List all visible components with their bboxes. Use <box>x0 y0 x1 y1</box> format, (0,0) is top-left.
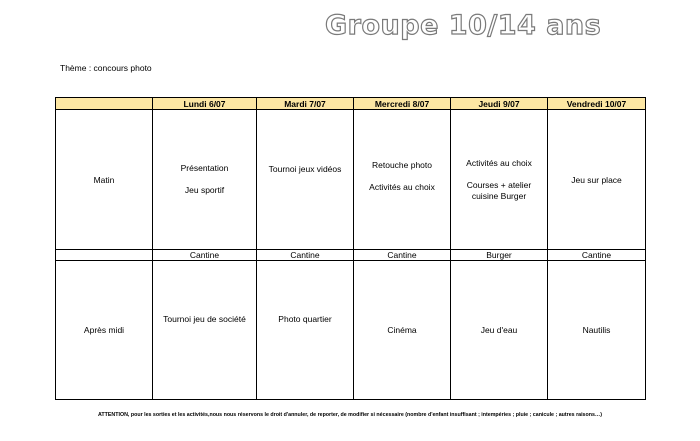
header-day-lundi: Lundi 6/07 <box>153 98 257 110</box>
lunch-vendredi: Cantine <box>548 250 646 261</box>
theme-label: Thème : concours photo <box>60 63 152 73</box>
afternoon-label: Après midi <box>56 261 153 400</box>
header-day-mardi: Mardi 7/07 <box>257 98 354 110</box>
morning-lundi-line2: Jeu sportif <box>184 185 225 195</box>
header-day-jeudi: Jeudi 9/07 <box>451 98 548 110</box>
header-empty-cell <box>56 98 153 110</box>
morning-jeudi-line3: cuisine Burger <box>471 190 527 201</box>
lunch-jeudi: Burger <box>451 250 548 261</box>
footer-disclaimer: ATTENTION, pour les sorties et les activités,nous nous réservons le droit d'annuler, de reporter, de modifier si nécessaire (nombre d'enfant insuffisant ; intempéries ; pluie ; canicule ; autres raisons…) <box>98 412 602 418</box>
afternoon-mercredi-cell: Cinéma <box>354 261 451 400</box>
afternoon-jeudi-cell: Jeu d'eau <box>451 261 548 400</box>
morning-lundi-line1: Présentation <box>180 163 229 173</box>
morning-vendredi-cell: Jeu sur place <box>548 110 646 250</box>
afternoon-row <box>56 261 646 400</box>
header-day-mercredi: Mercredi 8/07 <box>354 98 451 110</box>
header-day-vendredi: Vendredi 10/07 <box>548 98 646 110</box>
morning-jeudi-line1: Activités au choix <box>466 157 532 168</box>
lunch-label-empty <box>56 250 153 261</box>
afternoon-mardi-cell: Photo quartier <box>257 261 354 400</box>
morning-jeudi-cell <box>451 110 548 250</box>
morning-lundi-cell <box>153 110 257 250</box>
morning-mardi-cell: Tournoi jeux vidéos <box>257 110 354 250</box>
header-row <box>56 98 646 110</box>
afternoon-lundi-cell: Tournoi jeu de société <box>153 261 257 400</box>
lunch-mardi: Cantine <box>257 250 354 261</box>
page-title: Groupe 10/14 ans <box>325 10 602 41</box>
morning-mercredi-line1: Retouche photo <box>371 160 433 170</box>
morning-label: Matin <box>56 110 153 250</box>
morning-mercredi-line2: Activités au choix <box>369 182 435 192</box>
lunch-lundi: Cantine <box>153 250 257 261</box>
afternoon-vendredi-cell: Nautilis <box>548 261 646 400</box>
morning-mercredi-cell <box>354 110 451 250</box>
morning-jeudi-line2: Courses + atelier <box>466 179 532 190</box>
lunch-mercredi: Cantine <box>354 250 451 261</box>
lunch-row <box>56 250 646 261</box>
schedule-table <box>55 97 646 400</box>
morning-row <box>56 110 646 250</box>
